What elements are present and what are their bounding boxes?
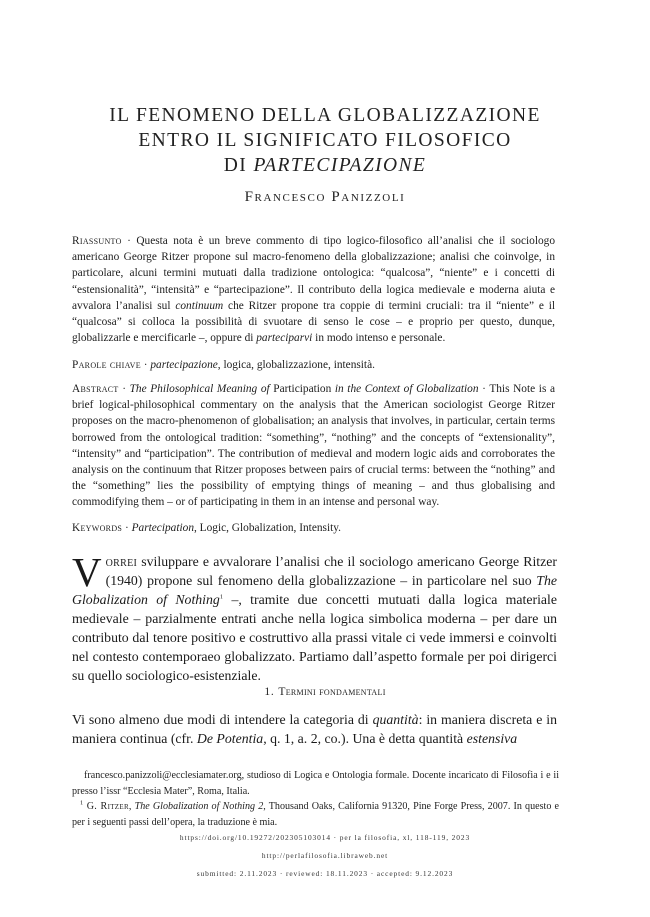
- riassunto-text-1: Questa nota è un breve commento di tipo logico-filosofico all’analisi che il sociologo americano George Ritzer propone sul macro-fenomeno della globalizzazione; analisi che coinvolge, in particolare, alcuni termini mutuati dalla tradizione ontologica: “qualcosa”, “niente” e i concetti di “estensionalità”, “intensità” e “partecipazione”. Il contributo della logica medievale e moderna aiuta e avvalora l’analisi sul: [72, 235, 555, 312]
- riassunto-continuum: continuum: [175, 299, 224, 312]
- riassunto-sep: ·: [121, 235, 137, 247]
- section-de-potentia: De Potentia: [196, 731, 264, 746]
- section-text-2: : in maniera discreta e in maniera continua (cfr.: [72, 712, 558, 746]
- keywords-first: Partecipation: [131, 522, 194, 534]
- author-footnote: francesco.panizzoli@ecclesiamater.org, studioso di Logica e Ontologia formale. Docente incaricato di Filosofia i e ii presso l’issr “Ecclesia Mater”, Roma, Italia.: [72, 770, 559, 797]
- intro-paragraph: [72, 549, 558, 685]
- title-line-1: IL FENOMENO DELLA GLOBALIZZAZIONE: [109, 105, 541, 126]
- riassunto-parteciparvi: parteciparvi: [256, 332, 313, 345]
- title-line-2: ENTRO IL SIGNIFICATO FILOSOFICO: [138, 130, 512, 151]
- title-line-3: [0, 153, 650, 178]
- abstract-label: Abstract: [72, 383, 119, 395]
- keywords-rest: , Logic, Globalization, Intensity.: [194, 522, 342, 534]
- section-text-1: Vi sono almeno due modi di intendere la categoria di: [72, 712, 373, 727]
- footnote-1-number: 1: [80, 799, 84, 807]
- doi-line[interactable]: https://doi.org/10.19272/202305103014 · per la filosofia, xl, 118-119, 2023: [179, 833, 471, 842]
- title-line-3-italic: PARTECIPAZIONE: [253, 155, 427, 176]
- section-number: 1.: [264, 685, 279, 698]
- section-estensiva: estensiva: [466, 731, 518, 746]
- parole-chiave-label: Parole chiave: [72, 359, 141, 371]
- footnote-ref-1[interactable]: 1: [219, 593, 224, 601]
- intro-text-2: –, tramite due concetti mutuati dalla logica materiale medievale – parzialmente entrati anche nella logica simbolica moderna – per dare un contributo dal tenore positivo e costruttivo alla prassi vitale ci vede immersi e coinvolti nel contesto contemporaeo globalizzato. Partiamo dall’aspetto formale per poi dirigerci su quello sociologico-esistenziale.: [72, 592, 558, 683]
- riassunto-text-2: che Ritzer propone tra coppie di termini cruciali: tra il “niente” e il “qualcosa” si colloca la possibilità di svuotare di senso le cose – e proprio per questo, dunque, globalizzarle e mercificarle –, oppure di: [72, 299, 555, 345]
- footnote-1-title: The Globalization of Nothing 2: [134, 801, 264, 812]
- abstract-title-part-3: in the Context of Globalization: [331, 383, 479, 395]
- riassunto-text-3: in modo intenso e personale.: [312, 332, 446, 345]
- section-paragraph: [72, 710, 557, 748]
- parole-chiave: [72, 357, 555, 373]
- section-title: Termini fondamentali: [278, 685, 386, 698]
- article-title: [0, 103, 650, 178]
- footnote-1-author: G. Ritzer: [83, 801, 129, 812]
- parole-chiave-sep: ·: [140, 359, 151, 371]
- title-line-3-prefix: DI: [223, 155, 254, 176]
- abstract-title-part-2: Participation: [273, 383, 332, 395]
- intro-book-title: The Globalization of Nothing: [72, 573, 557, 607]
- author-name: Francesco Panizzoli: [244, 189, 406, 205]
- abstract-sep: ·: [118, 383, 130, 395]
- section-quantita: quantità: [372, 712, 419, 727]
- url-line[interactable]: http://perlafilosofia.libraweb.net: [261, 851, 389, 860]
- footnote-1: [72, 799, 559, 831]
- parole-chiave-first: partecipazione: [150, 359, 218, 371]
- abstract-text: · This Note is a brief logical-philosophical commentary on the analysis that the American sociologist George Ritzer proposes on the macro-phenomenon of globalisation; an analysis that involves, in particular, certain terms borrowed from the ontological tradition: “something”, “nothing” and the concepts of “extensionality”, “intensity” and “participation”. The contribution of medieval and modern logic aids and corroborates the analysis on the continuum that Ritzer proposes between pairs of crucial terms: between the “nothing” and the “something” lies the possibility of emptying things of meaning – and thus globalising and commodifying them – or of participating in them in an intense and personal way.: [72, 383, 556, 509]
- footnote-1-sep: ,: [128, 801, 135, 812]
- drop-cap: V: [72, 549, 102, 595]
- abstract-title-part-1: The Philosophical Meaning of: [129, 383, 274, 395]
- footnote-1-rest: , Thousand Oaks, California 91320, Pine Forge Press, 2007. In questo e per i seguenti passi dell’opera, la traduzione è mia.: [72, 801, 560, 828]
- section-text-3: , q. 1, a. 2, co.). Una è detta quantità: [263, 731, 467, 746]
- intro-text-1: sviluppare e avvalorare l’analisi che il sociologo americano George Ritzer (1940) propone sul fenomeno della globalizzazione – in particolare nel suo: [105, 554, 557, 588]
- riassunto: [72, 233, 555, 346]
- abstract: [72, 381, 555, 511]
- dates-line: submitted: 2.11.2023 · reviewed: 18.11.2023 · accepted: 9.12.2023: [196, 869, 454, 878]
- keywords-label: Keywords: [72, 522, 123, 534]
- section-heading: [0, 685, 650, 698]
- intro-smallcaps: orrei: [105, 554, 138, 569]
- keywords-sep: ·: [122, 522, 132, 534]
- parole-chiave-rest: , logica, globalizzazione, intensità.: [217, 359, 375, 371]
- keywords: [72, 520, 555, 536]
- riassunto-label: Riassunto: [72, 235, 122, 247]
